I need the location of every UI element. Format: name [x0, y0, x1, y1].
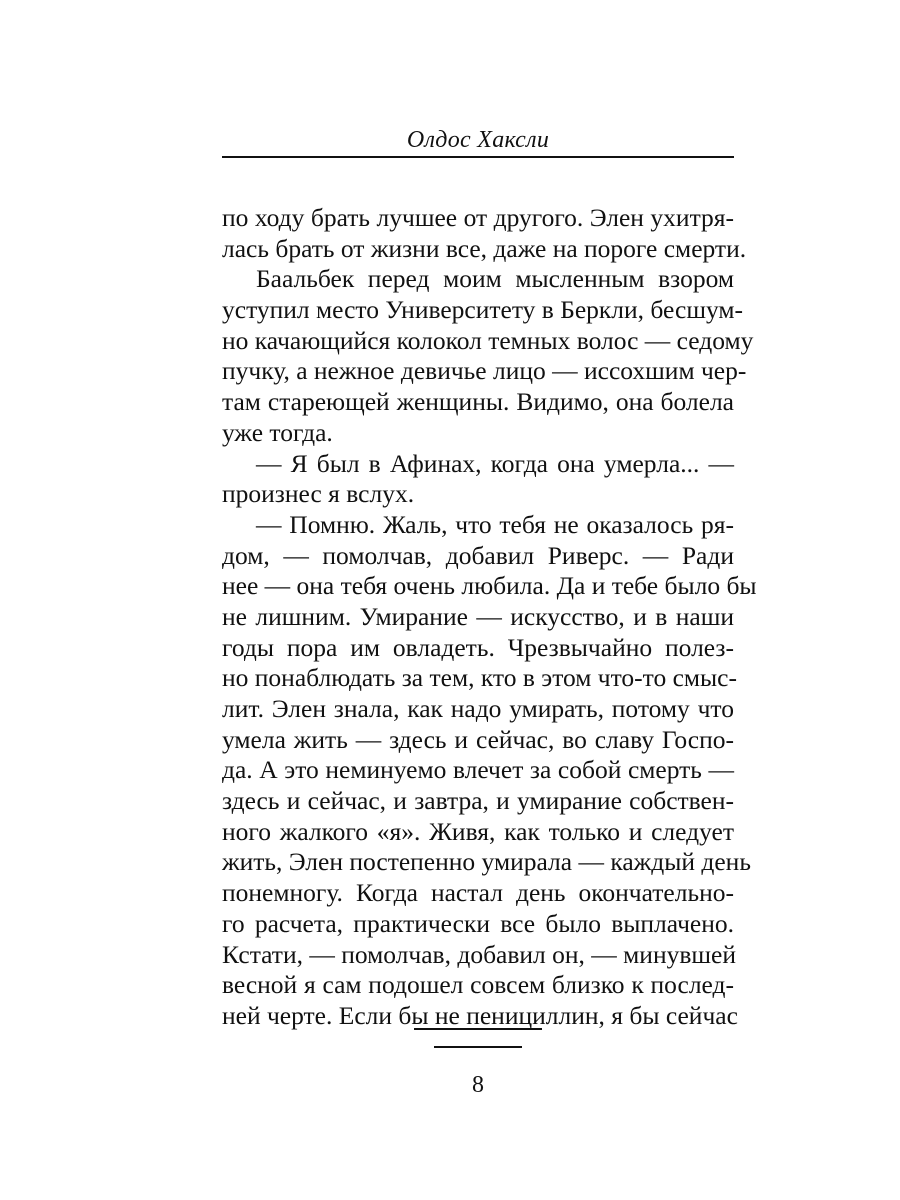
text-line: по ходу брать лучшее от другого. Элен ухитря- [222, 203, 734, 232]
footer-rule-short [434, 1046, 522, 1048]
text-line: — Помню. Жаль, что тебя не оказалось ря- [256, 509, 734, 539]
text-line: Баальбек перед моим мысленным взором [256, 264, 734, 294]
text-line: да. А это неминуемо влечет за собой смерть — [222, 755, 734, 785]
header-rule [222, 156, 734, 158]
running-title: Олдос Хаксли [406, 127, 550, 153]
text-line: Кстати, — помолчав, добавил он, — минувшей [222, 939, 736, 969]
text-line: лит. Элен знала, как надо умирать, потому что [222, 694, 734, 723]
text-line: жить, Элен постепенно умирала — каждый день [222, 847, 751, 877]
text-line: но качающийся колокол темных волос — седому [222, 325, 754, 355]
text-line: лась брать от жизни все, даже на пороге смерти. [222, 233, 747, 263]
text-line: уже тогда. [222, 417, 333, 447]
text-line: произнес я вслух. [222, 479, 415, 509]
footer-rule-long [414, 1028, 542, 1030]
text-line: здесь и сейчас, и завтра, и умирание собствен- [222, 786, 734, 816]
page-number: 8 [472, 1072, 484, 1098]
text-line: там стареющей женщины. Видимо, она болела [222, 387, 734, 417]
text-line: ного жалкого «я». Живя, как только и следует [222, 816, 734, 846]
text-line: умела жить — здесь и сейчас, во славу Госпо- [222, 724, 734, 754]
text-line: нее — она тебя очень любила. Да и тебе было бы [222, 571, 757, 601]
text-line: но понаблюдать за тем, кто в этом что-то смыс- [222, 663, 737, 693]
text-line: не лишним. Умирание — искусство, и в наши [222, 601, 734, 631]
text-line: ней черте. Если бы не пенициллин, я бы сейчас [222, 1000, 738, 1030]
text-line: го расчета, практически все было выплачено. [222, 908, 734, 938]
text-line: пучку, а нежное девичье лицо — иссохшим чер- [222, 356, 747, 386]
body-text [222, 203, 757, 1032]
text-line: — Я был в Афинах, когда она умерла... — [256, 448, 734, 478]
text-line: уступил место Университету в Беркли, бесшум- [222, 295, 744, 325]
text-line: дом, — помолчав, добавил Риверс. — Ради [222, 540, 734, 570]
text-line: годы пора им овладеть. Чрезвычайно полез- [222, 632, 734, 662]
text-line: понемногу. Когда настал день окончательно- [222, 878, 734, 908]
text-line: весной я сам подошел совсем близко к послед- [222, 970, 734, 1000]
